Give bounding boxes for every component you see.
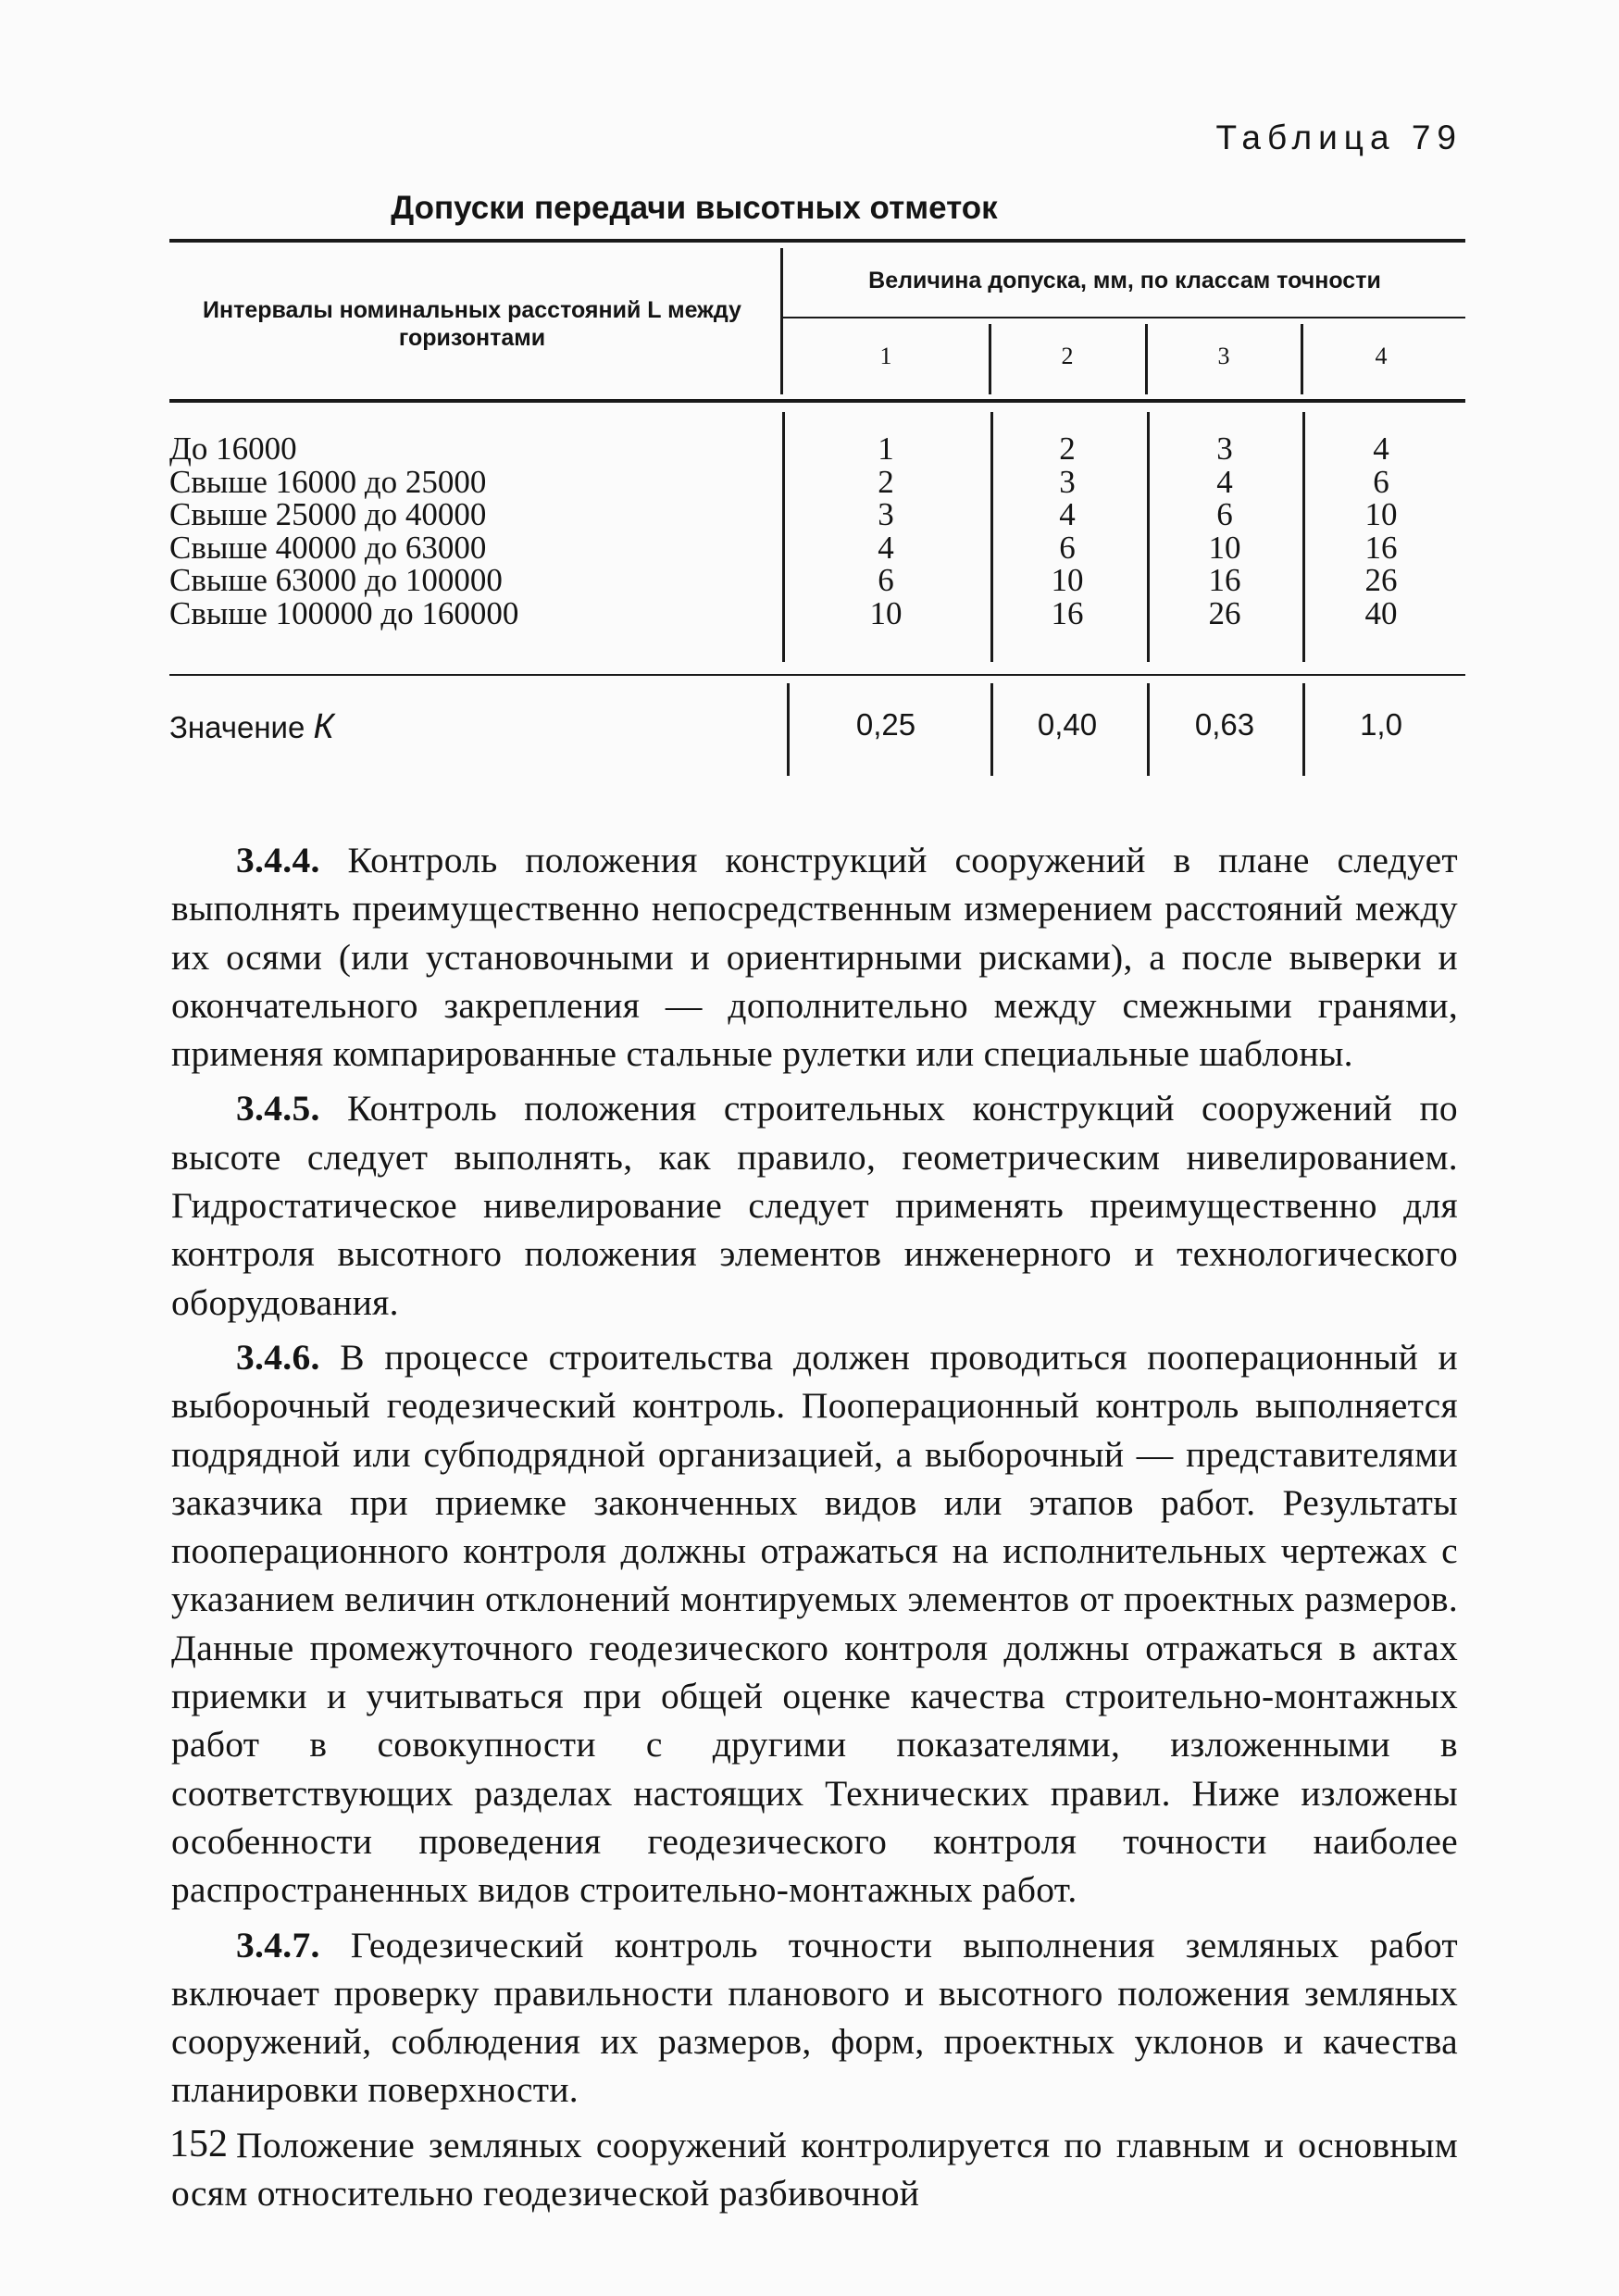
k-row-label bbox=[169, 707, 334, 747]
interval-cell: Свыше 16000 до 25000 bbox=[169, 463, 487, 500]
table-title: Допуски передачи высотных отметок bbox=[391, 190, 998, 226]
page-number: 152 bbox=[169, 2123, 228, 2165]
paragraph-text: Контроль положения строительных конструкций сооружений по высоте следует выполнять, как правило, геометрическим нивелированием. Гидростатическое нивелирование следует применять преимущественно для контроля высотного положения элементов инженерного и технологического оборудования. bbox=[171, 1088, 1458, 1323]
paragraph-3-4-4 bbox=[171, 836, 1458, 1078]
class-header-2: 2 bbox=[1061, 343, 1074, 369]
col-rule-interval-header bbox=[780, 248, 783, 394]
interval-cell: Свыше 63000 до 100000 bbox=[169, 562, 503, 598]
value-cell: 10 bbox=[869, 594, 903, 631]
value-cell: 6 bbox=[1059, 529, 1076, 566]
table-row bbox=[169, 498, 1465, 531]
value-cell: 4 bbox=[1059, 496, 1076, 532]
k-row-label-text: Значение bbox=[169, 710, 305, 744]
table-row bbox=[169, 564, 1465, 597]
value-cell: 10 bbox=[1051, 562, 1084, 598]
paragraph-number: 3.4.7. bbox=[236, 1924, 320, 1965]
class-header-3: 3 bbox=[1217, 343, 1230, 369]
column-header-tolerance: Величина допуска, мм, по классам точности bbox=[868, 268, 1381, 293]
table-row bbox=[169, 463, 1465, 500]
k-value-row bbox=[169, 707, 1465, 744]
k-row-top-rule bbox=[169, 674, 1465, 676]
table-body bbox=[169, 432, 1465, 630]
table-row bbox=[169, 432, 1465, 466]
table-row bbox=[169, 531, 1465, 565]
paragraph-3-4-5 bbox=[171, 1084, 1458, 1326]
interval-cell: До 16000 bbox=[169, 430, 297, 467]
value-cell: 16 bbox=[1051, 594, 1084, 631]
value-cell: 3 bbox=[1216, 430, 1233, 467]
paragraph-3-4-6 bbox=[171, 1333, 1458, 1915]
col-rule-class2-header bbox=[989, 324, 991, 394]
value-cell: 26 bbox=[1364, 562, 1398, 598]
class-header-4: 4 bbox=[1375, 343, 1388, 369]
value-cell: 1 bbox=[878, 430, 894, 467]
value-cell: 3 bbox=[1059, 463, 1076, 500]
value-cell: 2 bbox=[1059, 430, 1076, 467]
value-cell: 6 bbox=[878, 562, 894, 598]
paragraph-text: Положение земляных сооружений контролируется по главным и основным осям относительно геодезической разбивочной bbox=[171, 2124, 1458, 2215]
value-cell: 3 bbox=[878, 496, 894, 532]
paragraph-number: 3.4.4. bbox=[236, 840, 320, 880]
paragraph-number: 3.4.6. bbox=[236, 1336, 320, 1378]
table-row bbox=[169, 594, 1465, 631]
header-divider-rule bbox=[782, 317, 1465, 318]
header-bottom-rule bbox=[169, 399, 1465, 403]
paragraph-3-4-7 bbox=[171, 1921, 1458, 2115]
paragraph-text: В процессе строительства должен проводиться пооперационный и выборочный геодезический контроль. Пооперационный контроль выполняется подрядной или субподрядной организацией, а выборочный — представителями заказчика при приемке законченных видов или этапов работ. Результаты пооперационного контроля должны отражаться на исполнительных чертежах с указанием величин отклонений монтируемых элементов от проектных размеров. Данные промежуточного геодезического контроля должны отражаться в актах приемки и учитываться при общей оценке качества строительно-монтажных работ в совокупности с другими показателями, изложенными в соответствующих разделах настоящих Технических правил. Ниже изложены особенности проведения геодезического контроля точности наиболее распространенных видов строительно-монтажных работ. bbox=[171, 1336, 1458, 1911]
value-cell: 16 bbox=[1208, 562, 1241, 598]
value-cell: 10 bbox=[1208, 529, 1241, 566]
column-header-intervals: Интервалы номинальных расстояний L между горизонтами bbox=[203, 297, 741, 351]
value-cell: 10 bbox=[1364, 496, 1398, 532]
value-cell: 4 bbox=[1373, 430, 1389, 467]
k-value-cell: 0,40 bbox=[1037, 707, 1098, 742]
value-cell: 26 bbox=[1208, 594, 1241, 631]
paragraph-text: Контроль положения конструкций сооружений в плане следует выполнять преимущественно непосредственным измерением расстояний между их осями (или установочными и ориентирными рисками), а после выверки и окончательного закрепления — дополнительно между смежными гранями, применяя компарированные стальные рулетки или специальные шаблоны. bbox=[171, 840, 1458, 1075]
paragraph-number: 3.4.5. bbox=[236, 1088, 320, 1129]
interval-cell: Свыше 25000 до 40000 bbox=[169, 496, 487, 532]
k-value-cell: 0,25 bbox=[855, 707, 916, 742]
paragraph-continuation bbox=[171, 2121, 1458, 2218]
body-text bbox=[171, 836, 1458, 2217]
value-cell: 4 bbox=[1216, 463, 1233, 500]
k-value-cell: 1,0 bbox=[1360, 707, 1402, 742]
table-top-rule bbox=[169, 239, 1465, 243]
value-cell: 2 bbox=[878, 463, 894, 500]
class-header-1: 1 bbox=[879, 343, 892, 369]
interval-cell: Свыше 40000 до 63000 bbox=[169, 529, 487, 566]
col-rule-class3-header bbox=[1145, 324, 1148, 394]
paragraph-text: Геодезический контроль точности выполнения земляных работ включает проверку правильности планового и высотного положения земляных сооружений, соблюдения их размеров, форм, проектных уклонов и качества планировки поверхности. bbox=[171, 1924, 1458, 2111]
value-cell: 6 bbox=[1216, 496, 1233, 532]
table-label: Таблица 79 bbox=[1215, 119, 1463, 156]
value-cell: 6 bbox=[1373, 463, 1389, 500]
k-symbol: К bbox=[313, 707, 334, 746]
value-cell: 4 bbox=[878, 529, 894, 566]
k-value-cell: 0,63 bbox=[1194, 707, 1255, 742]
interval-cell: Свыше 100000 до 160000 bbox=[169, 594, 519, 631]
value-cell: 16 bbox=[1364, 529, 1398, 566]
value-cell: 40 bbox=[1364, 594, 1398, 631]
col-rule-class4-header bbox=[1301, 324, 1303, 394]
